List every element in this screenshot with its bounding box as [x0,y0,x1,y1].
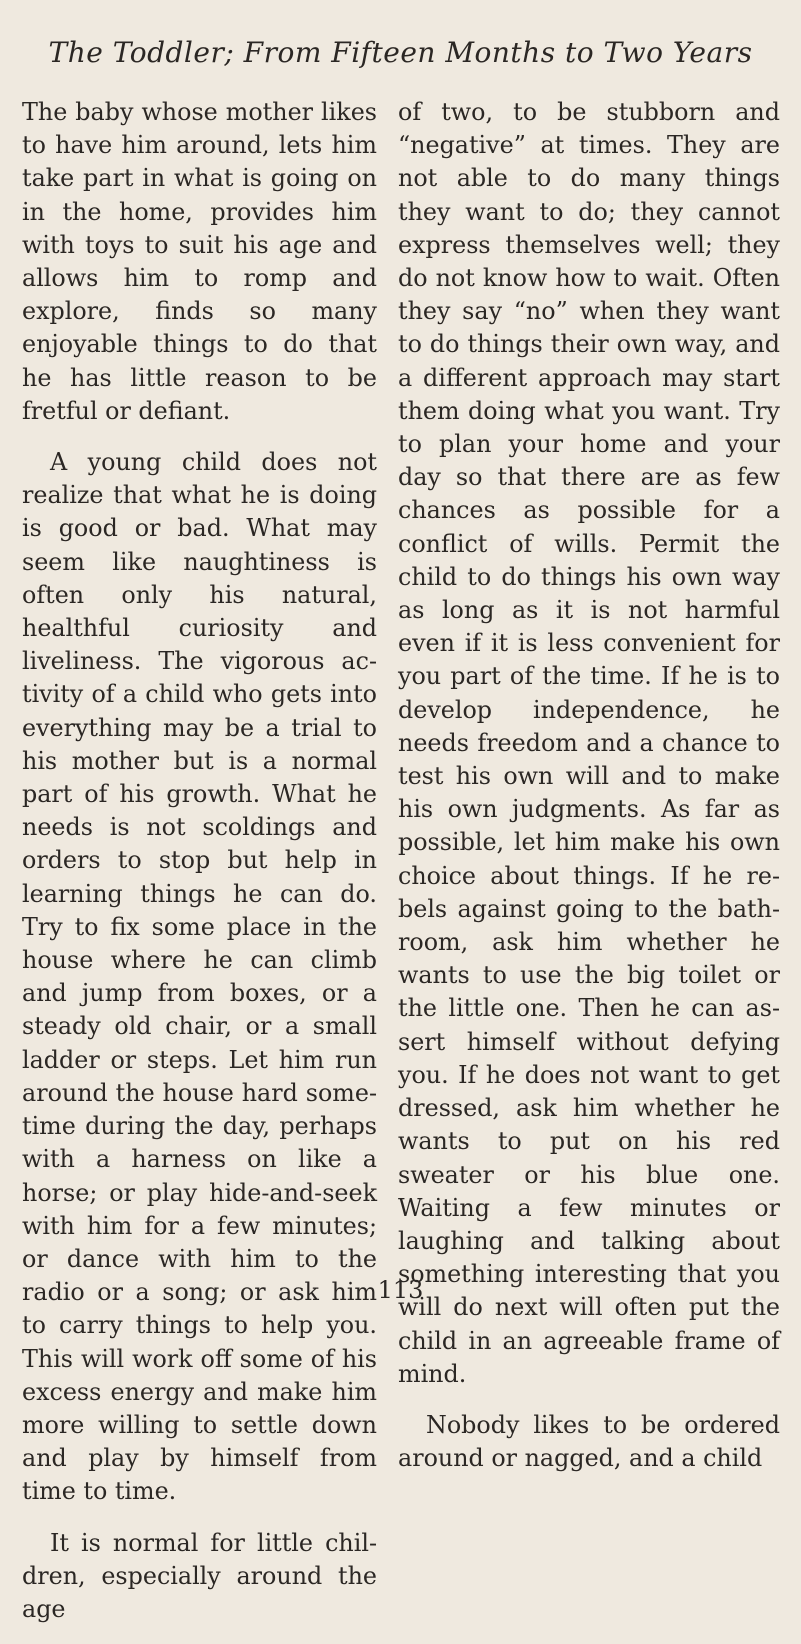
paragraph: The baby whose mother likes to have him around, lets him take part in what is going on in the home, provides him with toys to suit his age and allows him to romp and explore, finds so many enjoyable things to do that he has little reason to be fretful or defiant. [22,98,377,425]
page-number: 113 [377,1276,424,1304]
left-column [22,96,377,1644]
paragraph: It is normal for little children, especially around the age [22,1528,377,1623]
paragraph: A young child does not realize that what he is doing is good or bad. What may seem like naughtiness is often only his natural, healthful curiosity and liveliness. The vigorous activity of a child who gets into everything may be a trial to his mother but is a normal part of his growth. What he needs is not scoldings and orders to stop but help in learning things he can do. Try to fix some place in the house where he can climb and jump from boxes, or a steady old chair, or a small ladder or steps. Let him run around the house hard sometime during the day, perhaps with a harness on like a horse; or play hide-and-seek with him for a few minutes; or dance with him to the radio or a song; or ask him to carry things to help you. This will work off some of his excess energy and make him more willing to settle down and play by himself from time to time. [22,448,377,1506]
running-header: The Toddler; From Fifteen Months to Two Years [48,36,753,69]
paragraph: Nobody likes to be ordered around or nagged, and a child [398,1410,780,1473]
paragraph: of two, to be stubborn and “negative” at times. They are not able to do many things they want to do; they cannot express themselves well; they do not know how to wait. Often they say “no” when they want to do things their own way, and a different approach may start them doing what you want. Try to plan your home and your day so that there are as few chances as possible for a conflict of wills. Permit the child to do things his own way as long as it is not harmful even if it is less convenient for you part of the time. If he is to develop independence, he needs freedom and a chance to test his own will and to make his own judgments. As far as possible, let him make his own choice about things. If he rebels against going to the bathroom, ask him whether he wants to use the big toilet or the little one. Then he can assert himself without defying you. If he does not want to get dressed, ask him whether he wants to put on his red sweater or his blue one. Waiting a few minutes or laughing and talking about something interesting that you will do next will often put the child in an agreeable frame of mind. [398,98,780,1388]
